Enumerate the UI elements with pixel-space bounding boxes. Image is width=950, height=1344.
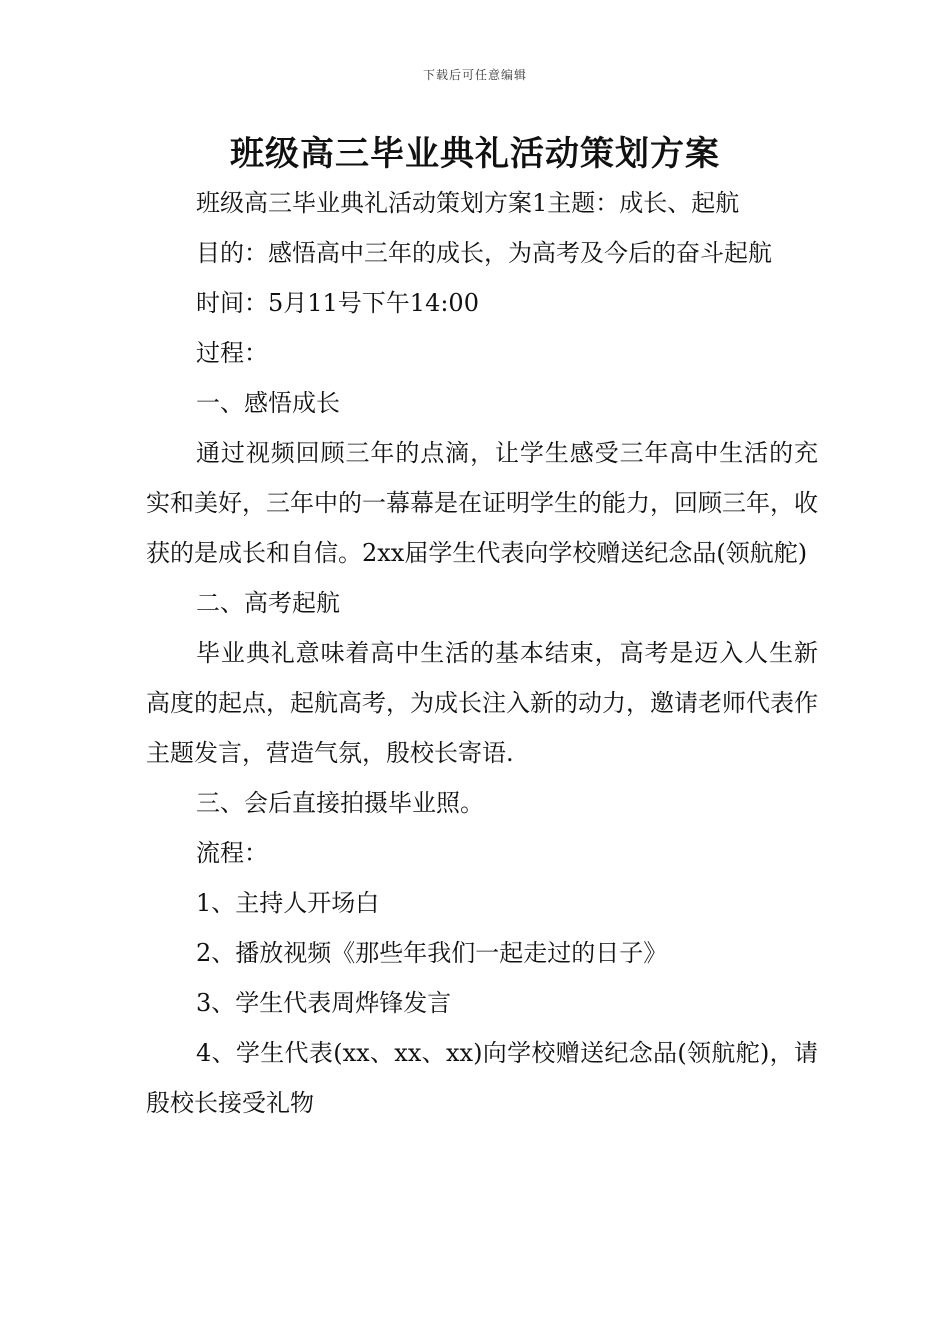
document-body <box>146 178 818 1128</box>
section-heading-2: 二、高考起航 <box>196 589 340 617</box>
paragraph-intro: 班级高三毕业典礼活动策划方案1主题：成长、起航 <box>196 189 740 217</box>
paragraph-process-heading: 过程： <box>196 339 268 367</box>
flow-item-4: 4、学生代表(xx、xx、xx)向学校赠送纪念品(领航舵)，请殷校长接受礼物 <box>146 1039 818 1117</box>
paragraph-section-1: 通过视频回顾三年的点滴，让学生感受三年高中生活的充实和美好，三年中的一幕幕是在证明学生的能力，回顾三年，收获的是成长和自信。2xx届学生代表向学校赠送纪念品(领航舵) <box>146 439 818 567</box>
flow-item-1: 1、主持人开场白 <box>196 889 380 917</box>
paragraph-flow-heading: 流程： <box>196 839 268 867</box>
flow-item-2: 2、播放视频《那些年我们一起走过的日子》 <box>196 939 668 967</box>
paragraph-time: 时间：5月11号下午14:00 <box>196 289 479 317</box>
section-heading-3: 三、会后直接拍摄毕业照。 <box>196 789 484 817</box>
paragraph-section-2: 毕业典礼意味着高中生活的基本结束，高考是迈入人生新高度的起点，起航高考，为成长注入新的动力，邀请老师代表作主题发言，营造气氛，殷校长寄语. <box>146 639 818 767</box>
flow-item-3: 3、学生代表周烨锋发言 <box>196 989 452 1017</box>
section-heading-1: 一、感悟成长 <box>196 389 340 417</box>
paragraph-purpose: 目的：感悟高中三年的成长，为高考及今后的奋斗起航 <box>196 239 772 267</box>
header-note: 下载后可任意编辑 <box>422 68 527 82</box>
document-title: 班级高三毕业典礼活动策划方案 <box>230 134 720 174</box>
